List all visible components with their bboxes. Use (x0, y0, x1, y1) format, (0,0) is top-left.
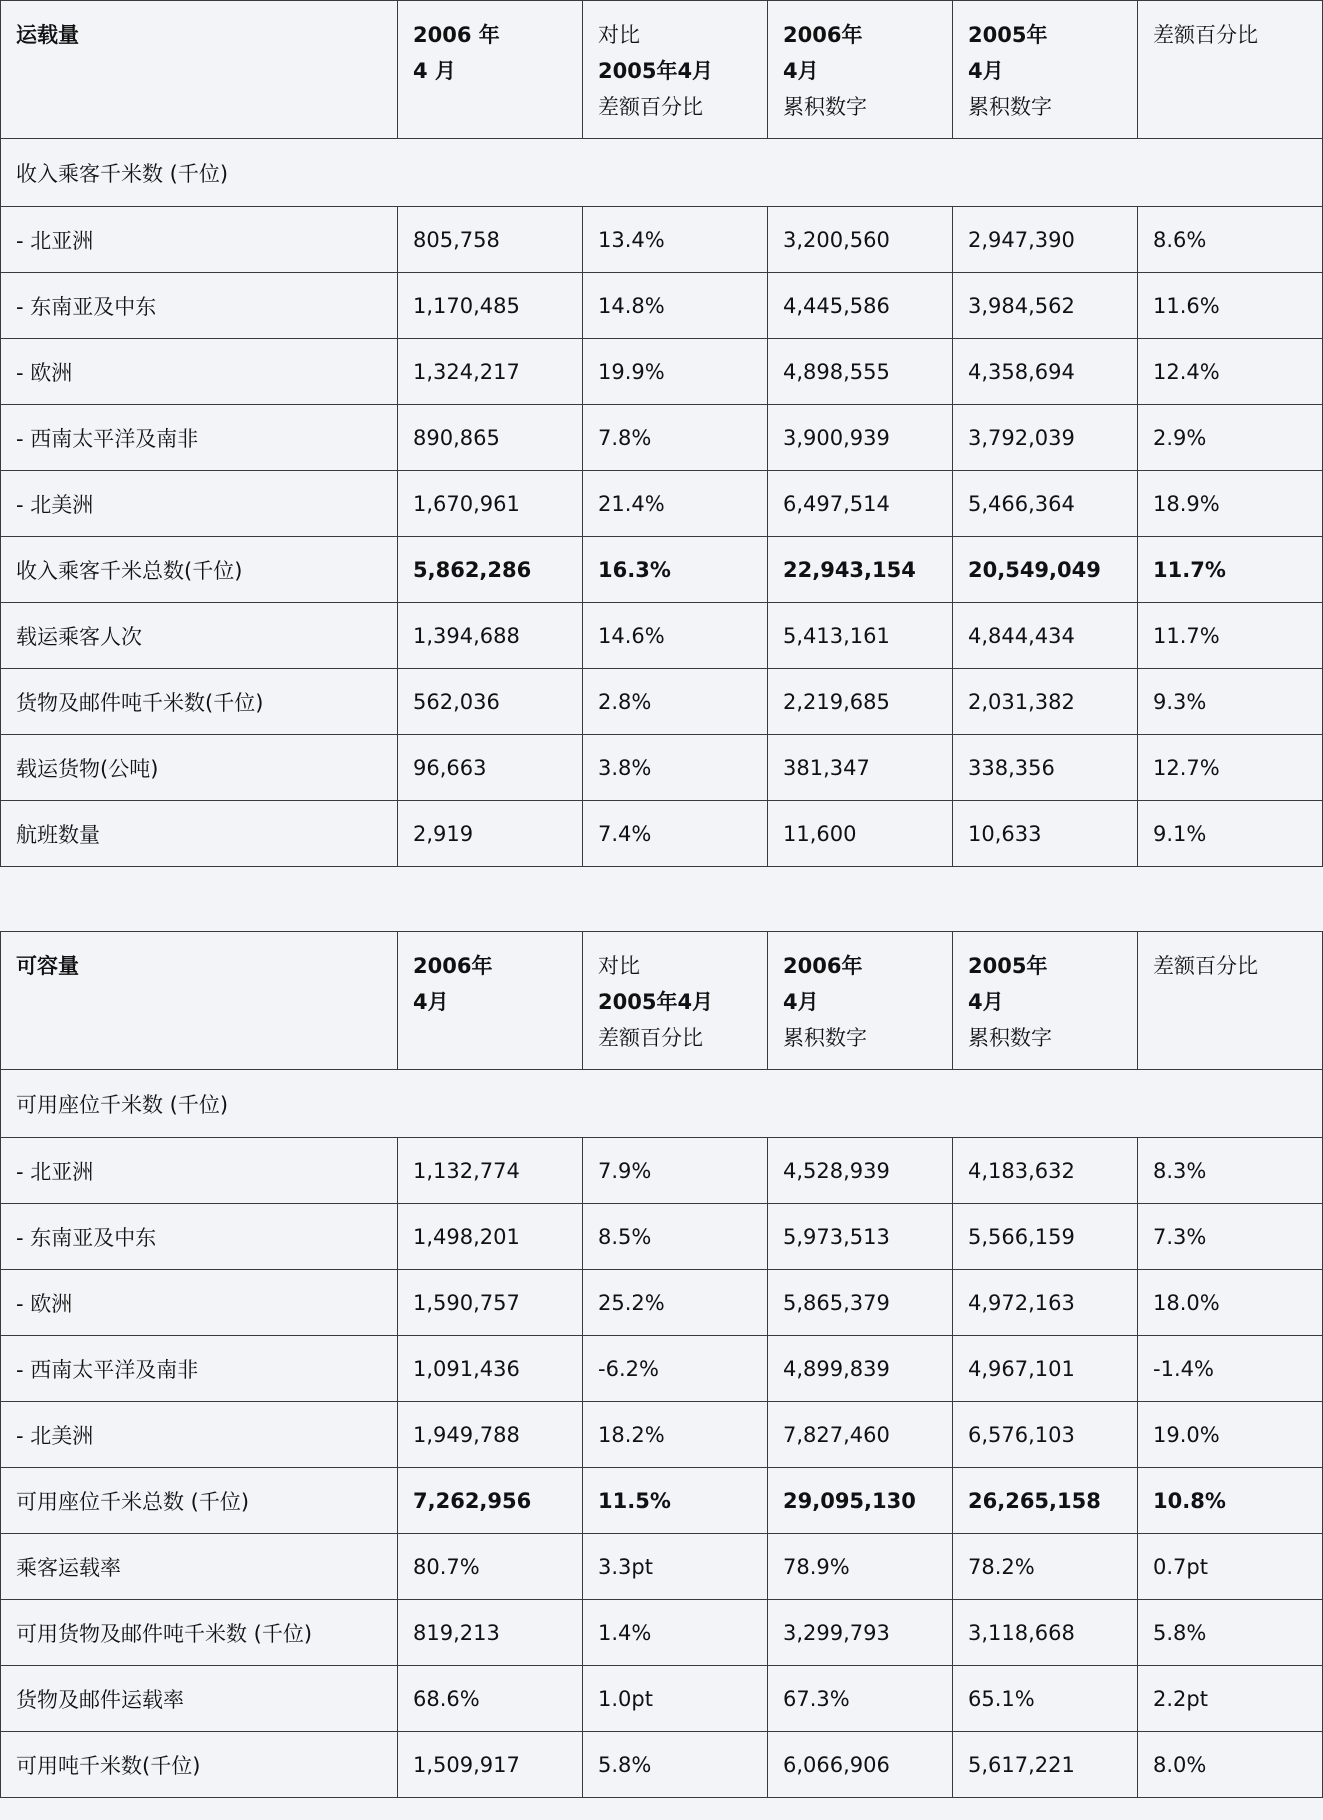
row-value: 2,031,382 (953, 669, 1138, 735)
row-value: 1,170,485 (398, 273, 583, 339)
row-value: 338,356 (953, 735, 1138, 801)
row-label: - 北美洲 (1, 471, 398, 537)
table-row (1, 801, 1323, 867)
row-value: 3,118,668 (953, 1600, 1138, 1666)
row-value: 16.3% (583, 537, 768, 603)
row-label: - 东南亚及中东 (1, 273, 398, 339)
header-row (1, 1, 1323, 139)
row-value: 5,617,221 (953, 1732, 1138, 1798)
row-value: 9.3% (1138, 669, 1323, 735)
table-row (1, 339, 1323, 405)
row-label: 可用座位千米总数 (千位) (1, 1468, 398, 1534)
row-value: 6,066,906 (768, 1732, 953, 1798)
header-text: 对比 (598, 954, 640, 978)
table-row (1, 207, 1323, 273)
table-row (1, 1732, 1323, 1798)
row-value: 78.9% (768, 1534, 953, 1600)
table-row (1, 471, 1323, 537)
header-cell-col1 (1, 932, 398, 1070)
row-value: 1.4% (583, 1600, 768, 1666)
table-row (1, 1270, 1323, 1336)
header-text: 累积数字 (783, 95, 867, 119)
row-value: 7.8% (583, 405, 768, 471)
table-row (1, 735, 1323, 801)
header-text: 4 月 (413, 59, 456, 83)
table-row (1, 537, 1323, 603)
row-value: 1,091,436 (398, 1336, 583, 1402)
row-value: 1,590,757 (398, 1270, 583, 1336)
header-text: 4月 (783, 990, 819, 1014)
row-label: 货物及邮件吨千米数(千位) (1, 669, 398, 735)
row-label: 收入乘客千米总数(千位) (1, 537, 398, 603)
row-value: 5,862,286 (398, 537, 583, 603)
row-value: 6,497,514 (768, 471, 953, 537)
header-cell-col3 (583, 932, 768, 1070)
row-value: 11.7% (1138, 537, 1323, 603)
header-cell-col4 (768, 932, 953, 1070)
row-value: 4,898,555 (768, 339, 953, 405)
header-cell-col6 (1138, 932, 1323, 1070)
row-value: 8.3% (1138, 1138, 1323, 1204)
header-row (1, 932, 1323, 1070)
row-value: 11.7% (1138, 603, 1323, 669)
row-value: 381,347 (768, 735, 953, 801)
header-text: 累积数字 (783, 1026, 867, 1050)
table-row (1, 1204, 1323, 1270)
row-value: 2.8% (583, 669, 768, 735)
row-value: 11.6% (1138, 273, 1323, 339)
header-cell-col5 (953, 1, 1138, 139)
row-value: 2,219,685 (768, 669, 953, 735)
table-row (1, 1600, 1323, 1666)
row-value: 12.4% (1138, 339, 1323, 405)
header-text: 4月 (968, 59, 1004, 83)
header-text: 运载量 (16, 23, 79, 47)
row-label: 载运货物(公吨) (1, 735, 398, 801)
row-label: - 北美洲 (1, 1402, 398, 1468)
header-text: 2006年 (413, 954, 493, 978)
table-row (1, 1138, 1323, 1204)
header-text: 4月 (783, 59, 819, 83)
row-value: 8.5% (583, 1204, 768, 1270)
section-row (1, 139, 1323, 207)
row-value: 96,663 (398, 735, 583, 801)
header-text: 4月 (413, 990, 449, 1014)
table-row (1, 1336, 1323, 1402)
row-value: 18.2% (583, 1402, 768, 1468)
row-value: 4,445,586 (768, 273, 953, 339)
row-value: 2,947,390 (953, 207, 1138, 273)
row-label: 载运乘客人次 (1, 603, 398, 669)
row-value: 1,324,217 (398, 339, 583, 405)
header-text: 2005年 (968, 954, 1048, 978)
row-value: 3,200,560 (768, 207, 953, 273)
header-text: 差额百分比 (1153, 954, 1258, 978)
row-value: 2,919 (398, 801, 583, 867)
header-text: 对比 (598, 23, 640, 47)
row-value: 1,394,688 (398, 603, 583, 669)
row-value: 11,600 (768, 801, 953, 867)
row-label: - 东南亚及中东 (1, 1204, 398, 1270)
header-text: 2006年 (783, 954, 863, 978)
header-text: 2006 年 (413, 23, 500, 47)
row-value: 1,949,788 (398, 1402, 583, 1468)
row-value: 3.8% (583, 735, 768, 801)
row-label: 货物及邮件运载率 (1, 1666, 398, 1732)
row-value: 5,413,161 (768, 603, 953, 669)
header-cell-col4 (768, 1, 953, 139)
row-value: 1.0pt (583, 1666, 768, 1732)
row-value: 4,358,694 (953, 339, 1138, 405)
row-value: 4,844,434 (953, 603, 1138, 669)
row-value: 0.7pt (1138, 1534, 1323, 1600)
table-row (1, 273, 1323, 339)
row-value: 21.4% (583, 471, 768, 537)
row-value: 67.3% (768, 1666, 953, 1732)
row-value: 5,566,159 (953, 1204, 1138, 1270)
row-value: 22,943,154 (768, 537, 953, 603)
row-label: - 西南太平洋及南非 (1, 1336, 398, 1402)
row-value: 2.2pt (1138, 1666, 1323, 1732)
table-row (1, 1534, 1323, 1600)
header-text: 可容量 (16, 954, 79, 978)
row-value: 1,509,917 (398, 1732, 583, 1798)
table-row (1, 1666, 1323, 1732)
table-row (1, 405, 1323, 471)
row-label: 乘客运载率 (1, 1534, 398, 1600)
row-value: 4,972,163 (953, 1270, 1138, 1336)
row-value: 5.8% (1138, 1600, 1323, 1666)
row-value: 7.4% (583, 801, 768, 867)
row-value: 26,265,158 (953, 1468, 1138, 1534)
header-cell-col5 (953, 932, 1138, 1070)
row-value: 5.8% (583, 1732, 768, 1798)
row-value: 9.1% (1138, 801, 1323, 867)
row-value: 4,899,839 (768, 1336, 953, 1402)
header-cell-col6 (1138, 1, 1323, 139)
header-text: 差额百分比 (598, 1026, 703, 1050)
row-label: - 欧洲 (1, 339, 398, 405)
row-value: 5,865,379 (768, 1270, 953, 1336)
row-value: 819,213 (398, 1600, 583, 1666)
header-text: 累积数字 (968, 1026, 1052, 1050)
row-value: 11.5% (583, 1468, 768, 1534)
row-label: - 西南太平洋及南非 (1, 405, 398, 471)
row-value: 6,576,103 (953, 1402, 1138, 1468)
row-value: -6.2% (583, 1336, 768, 1402)
row-label: - 北亚洲 (1, 207, 398, 273)
row-value: 4,967,101 (953, 1336, 1138, 1402)
row-value: 7,262,956 (398, 1468, 583, 1534)
row-value: 18.0% (1138, 1270, 1323, 1336)
row-value: 29,095,130 (768, 1468, 953, 1534)
table-row (1, 1402, 1323, 1468)
section-label: 可用座位千米数 (千位) (1, 1070, 1323, 1138)
row-value: 12.7% (1138, 735, 1323, 801)
row-value: 14.8% (583, 273, 768, 339)
row-value: 78.2% (953, 1534, 1138, 1600)
row-value: 10,633 (953, 801, 1138, 867)
row-value: -1.4% (1138, 1336, 1323, 1402)
row-label: 航班数量 (1, 801, 398, 867)
row-value: 7,827,460 (768, 1402, 953, 1468)
row-value: 13.4% (583, 207, 768, 273)
row-value: 19.9% (583, 339, 768, 405)
row-label: 可用吨千米数(千位) (1, 1732, 398, 1798)
row-value: 3,984,562 (953, 273, 1138, 339)
row-value: 890,865 (398, 405, 583, 471)
row-value: 5,466,364 (953, 471, 1138, 537)
row-value: 19.0% (1138, 1402, 1323, 1468)
row-value: 5,973,513 (768, 1204, 953, 1270)
row-value: 3,900,939 (768, 405, 953, 471)
row-value: 1,670,961 (398, 471, 583, 537)
row-value: 80.7% (398, 1534, 583, 1600)
row-value: 3,299,793 (768, 1600, 953, 1666)
row-label: - 欧洲 (1, 1270, 398, 1336)
traffic-table (0, 0, 1323, 867)
table-row (1, 603, 1323, 669)
row-value: 7.3% (1138, 1204, 1323, 1270)
table-row (1, 1468, 1323, 1534)
row-value: 1,132,774 (398, 1138, 583, 1204)
row-value: 10.8% (1138, 1468, 1323, 1534)
row-value: 18.9% (1138, 471, 1323, 537)
row-label: - 北亚洲 (1, 1138, 398, 1204)
header-text: 2005年4月 (598, 59, 714, 83)
table-gap (0, 867, 1323, 931)
row-value: 4,183,632 (953, 1138, 1138, 1204)
row-value: 3,792,039 (953, 405, 1138, 471)
header-cell-col2 (398, 932, 583, 1070)
header-cell-col3 (583, 1, 768, 139)
section-row (1, 1070, 1323, 1138)
row-value: 20,549,049 (953, 537, 1138, 603)
header-text: 累积数字 (968, 95, 1052, 119)
row-value: 8.0% (1138, 1732, 1323, 1798)
row-value: 7.9% (583, 1138, 768, 1204)
section-label: 收入乘客千米数 (千位) (1, 139, 1323, 207)
header-cell-col1 (1, 1, 398, 139)
row-value: 3.3pt (583, 1534, 768, 1600)
row-value: 68.6% (398, 1666, 583, 1732)
header-text: 4月 (968, 990, 1004, 1014)
row-value: 65.1% (953, 1666, 1138, 1732)
header-text: 2006年 (783, 23, 863, 47)
row-value: 4,528,939 (768, 1138, 953, 1204)
row-value: 14.6% (583, 603, 768, 669)
row-value: 8.6% (1138, 207, 1323, 273)
row-label: 可用货物及邮件吨千米数 (千位) (1, 1600, 398, 1666)
row-value: 1,498,201 (398, 1204, 583, 1270)
header-text: 差额百分比 (598, 95, 703, 119)
header-cell-col2 (398, 1, 583, 139)
row-value: 2.9% (1138, 405, 1323, 471)
table-row (1, 669, 1323, 735)
capacity-table (0, 931, 1323, 1798)
row-value: 805,758 (398, 207, 583, 273)
header-text: 差额百分比 (1153, 23, 1258, 47)
header-text: 2005年4月 (598, 990, 714, 1014)
header-text: 2005年 (968, 23, 1048, 47)
row-value: 25.2% (583, 1270, 768, 1336)
row-value: 562,036 (398, 669, 583, 735)
